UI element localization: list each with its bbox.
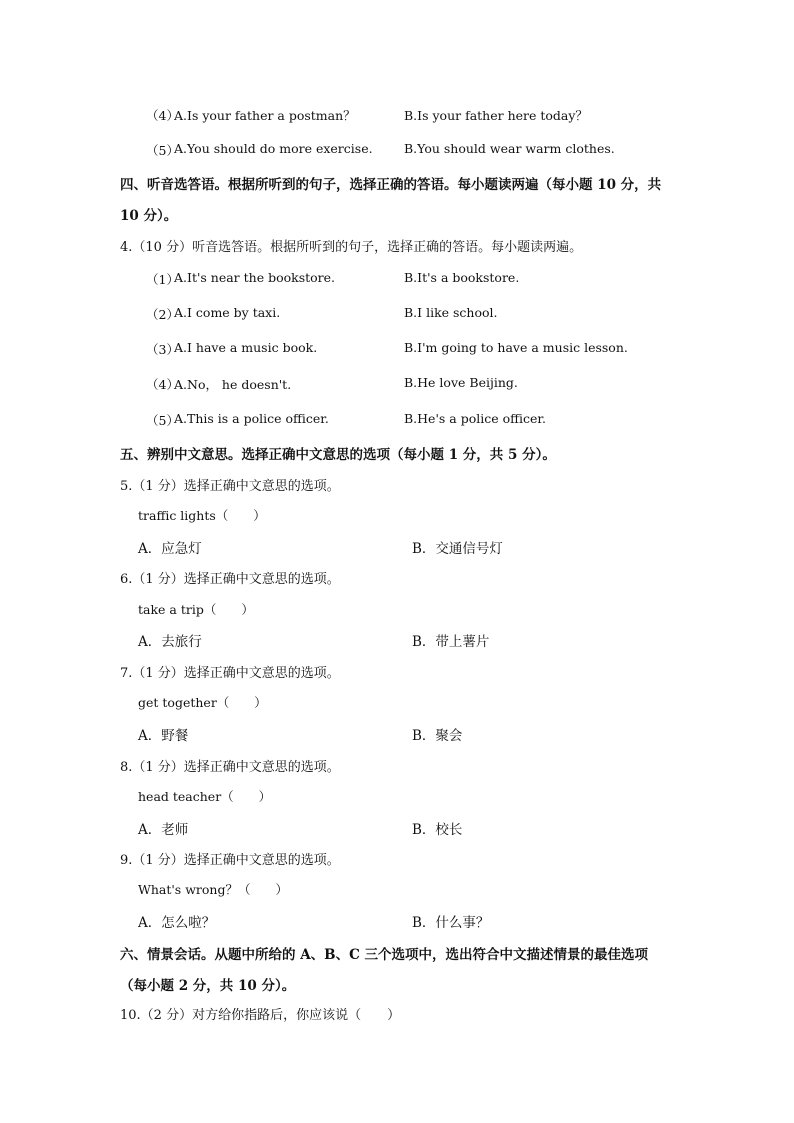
section-4-heading-cont: 10 分）。	[120, 208, 178, 224]
question-7-phrase: get together（ ）	[138, 695, 267, 710]
choice-a: A．怎么啦？	[138, 915, 216, 931]
question-6-stem: 6.（1 分）选择正确中文意思的选项。	[120, 572, 340, 587]
option-a: A.No， he doesn't.	[174, 377, 292, 392]
option-a: A.It's near the bookstore.	[174, 270, 336, 285]
question-6-phrase: take a trip（ ）	[138, 602, 254, 617]
option-b: B.I like school.	[404, 305, 498, 320]
choice-a: A．野餐	[138, 728, 189, 744]
section-5-heading: 五、辨别中文意思。选择正确中文意思的选项（每小题 1 分，共 5 分）。	[120, 447, 556, 463]
question-4-stem: 4.（10 分）听音选答语。根据所听到的句子，选择正确的答语。每小题读两遍。	[120, 240, 583, 255]
choice-b: B．什么事？	[412, 915, 490, 931]
choice-b: B．校长	[412, 822, 463, 838]
option-row-num: （1）	[146, 272, 179, 287]
question-8-stem: 8.（1 分）选择正确中文意思的选项。	[120, 760, 340, 775]
choice-b: B．带上薯片	[412, 634, 490, 650]
question-9-stem: 9.（1 分）选择正确中文意思的选项。	[120, 853, 340, 868]
option-a: A.This is a police officer.	[174, 411, 329, 426]
option-a: A.I come by taxi.	[174, 305, 281, 320]
section-6-heading-cont: （每小题 2 分，共 10 分）。	[120, 978, 296, 994]
question-7-stem: 7.（1 分）选择正确中文意思的选项。	[120, 666, 340, 681]
option-b: B.He love Beijing.	[404, 375, 518, 390]
option-row-num: （4）	[146, 377, 179, 392]
option-b: B.You should wear warm clothes.	[404, 141, 615, 156]
option-row-num: （5）	[146, 413, 179, 428]
choice-a: A．应急灯	[138, 541, 202, 557]
choice-b: B．交通信号灯	[412, 541, 503, 557]
question-5-phrase: traffic lights（ ）	[138, 508, 266, 523]
option-a: A.You should do more exercise.	[174, 141, 373, 156]
option-b: B.It's a bookstore.	[404, 270, 520, 285]
choice-a: A．去旅行	[138, 634, 202, 650]
question-5-stem: 5.（1 分）选择正确中文意思的选项。	[120, 479, 340, 494]
option-b: B.I'm going to have a music lesson.	[404, 340, 628, 355]
option-row-num: （2）	[146, 307, 179, 322]
choice-b: B．聚会	[412, 728, 463, 744]
choice-a: A．老师	[138, 822, 189, 838]
option-row-num: （3）	[146, 342, 179, 357]
question-9-phrase: What's wrong？（ ）	[138, 882, 288, 897]
section-4-heading: 四、听音选答语。根据所听到的句子，选择正确的答语。每小题读两遍（每小题 10 分，共	[120, 177, 662, 193]
question-8-phrase: head teacher（ ）	[138, 789, 272, 804]
option-b: B.He's a police officer.	[404, 411, 546, 426]
option-row-5-num: （5）	[146, 143, 179, 158]
option-a: A.I have a music book.	[174, 340, 318, 355]
section-6-heading: 六、情景会话。从题中所给的 A、B、C 三个选项中，选出符合中文描述情景的最佳选项	[120, 947, 649, 963]
option-a: A.Is your father a postman？	[174, 108, 356, 123]
option-row-4-num: （4）	[146, 108, 179, 123]
question-10-stem: 10.（2 分）对方给你指路后，你应该说（ ）	[120, 1008, 401, 1023]
option-b: B.Is your father here today？	[404, 108, 588, 123]
